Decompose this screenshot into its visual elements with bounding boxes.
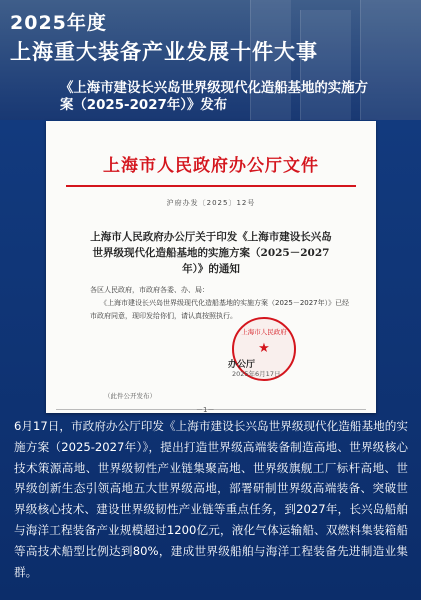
document-date: 2025年6月17日 [232,370,281,378]
document-title: 上海市人民政府办公厅关于印发《上海市建设长兴岛世界级现代化造船基地的实施方案（2025－2027年）》的通知 [90,231,332,275]
document-paragraph: 《上海市建设长兴岛世界级现代化造船基地的实施方案（2025－2027年）》已经市政府同意，现印发给你们，请认真按照执行。 [90,299,350,320]
subtitle: 《上海市建设长兴岛世界级现代化造船基地的实施方案（2025-2027年）》发布 [60,81,368,113]
document-salutation: 各区人民政府，市政府各委、办、局： [90,286,209,294]
document-image [46,121,376,413]
red-rule [66,185,356,187]
page-number: －1－ [196,406,215,413]
star-icon: ★ [258,341,270,356]
summary-text: 6月17日，市政府办公厅印发《上海市建设长兴岛世界级现代化造船基地的实施方案（2025-2027年）》，提出打造世界级高端装备制造高地、世界级核心技术策源高地、世界级韧性产业链集聚高地、世界级旗舰工厂标杆高地、世界级创新生态引领高地五大世界级高地，部署研制世界级高端装备、突破世界级核心技术、建设世界级韧性产业链等重点任务，到2027年，长兴岛船舶与海洋工程装备产业规模超过1200亿元，液化气体运输船、双燃料集装箱船等高技术船型比例达到80%，建成世界级船舶与海洋工程装备先进制造业集群。 [14,419,408,579]
year-label: 2025年度 [10,12,107,34]
release-note: （此件公开发布） [104,392,156,400]
seal-text: 上海市人民政府 [241,328,287,336]
headline: 上海重大装备产业发展十件大事 [10,40,318,64]
document-signatory: 办公厅 [228,360,256,370]
document-number: 沪府办发〔2025〕12号 [166,199,256,207]
document-issuer-heading: 上海市人民政府办公厅文件 [103,156,319,176]
document-body [90,284,350,323]
